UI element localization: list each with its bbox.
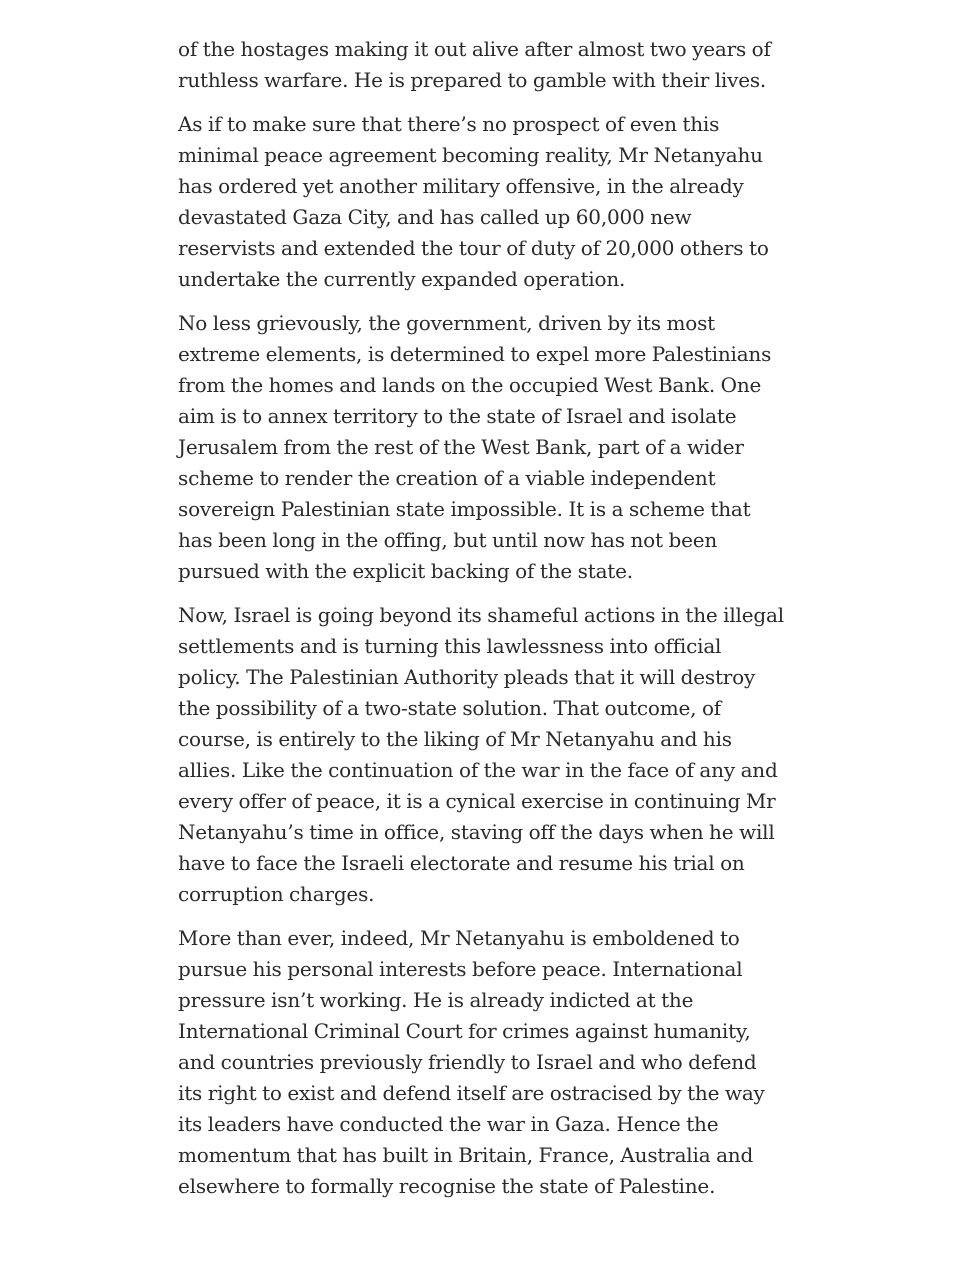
article-paragraph: of the hostages making it out alive after almost two years of ruthless warfare. He is prepared to gamble with their lives.: [178, 37, 771, 92]
article-paragraph: Now, Israel is going beyond its shameful actions in the illegal settlements and is turning this lawlessness into official policy. The Palestinian Authority pleads that it will destroy the possibility of a two-state solution. That outcome, of course, is entirely to the liking of Mr Netanyahu and his allies. Like the continuation of the war in the face of any and every offer of peace, it is a cynical exercise in continuing Mr Netanyahu’s time in office, staving off the days when he will have to face the Israeli electorate and resume his trial on corruption charges.: [178, 603, 784, 906]
article-paragraph: More than ever, indeed, Mr Netanyahu is emboldened to pursue his personal interests before peace. International pressure isn’t working. He is already indicted at the International Criminal Court for crimes against humanity, and countries previously friendly to Israel and who defend its right to exist and defend itself are ostracised by the way its leaders have conducted the war in Gaza. Hence the momentum that has built in Britain, France, Australia and elsewhere to formally recognise the state of Palestine.: [178, 926, 765, 1198]
article-paragraph: No less grievously, the government, driven by its most extreme elements, is determined to expel more Palestinians from the homes and lands on the occupied West Bank. One aim is to annex territory to the state of Israel and isolate Jerusalem from the rest of the West Bank, part of a wider scheme to render the creation of a viable independent sovereign Palestinian state impossible. It is a scheme that has been long in the offing, but until now has not been pursued with the explicit backing of the state.: [178, 311, 772, 583]
article-paragraph: As if to make sure that there’s no prospect of even this minimal peace agreement becoming reality, Mr Netanyahu has ordered yet another military offensive, in the already devastated Gaza City, and has called up 60,000 new reservists and extended the tour of duty of 20,000 others to undertake the currently expanded operation.: [178, 112, 769, 291]
article-body: [178, 34, 784, 1215]
